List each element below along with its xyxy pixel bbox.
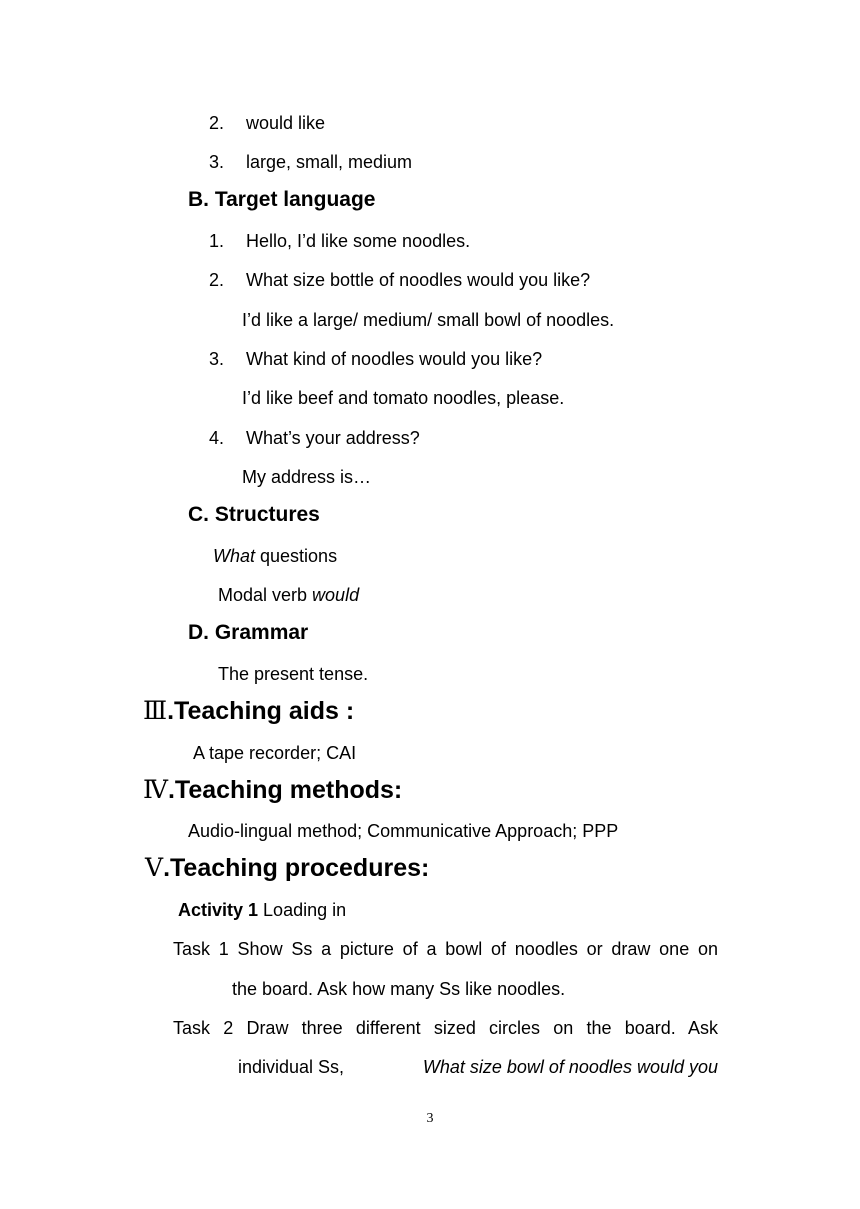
list-item: 3. What kind of noodles would you like? (209, 349, 543, 369)
section-heading-teaching-aids: Ⅲ.Teaching aids : (143, 696, 355, 725)
list-item: 3. large, small, medium (209, 152, 413, 172)
task2-line1: Task 2 Draw three different sized circles on the board. Ask (173, 1018, 718, 1038)
grammar-text: The present tense. (218, 664, 369, 684)
section-heading-target-language: B. Target language (188, 188, 376, 211)
list-item: 4. What’s your address? (209, 428, 420, 448)
section-heading-teaching-methods: Ⅳ.Teaching methods: (143, 775, 403, 804)
section-heading-teaching-procedures: Ⅴ.Teaching procedures: (145, 853, 430, 882)
list-item: 2. What size bottle of noodles would you like? (209, 270, 591, 290)
teaching-aids-text: A tape recorder; CAI (193, 743, 357, 763)
structure-line: Modal verb would (218, 585, 360, 605)
page-number: 3 (426, 1111, 434, 1126)
answer-line: My address is… (242, 467, 372, 487)
task1-line2: the board. Ask how many Ss like noodles. (232, 979, 566, 999)
list-item: 2. would like (209, 113, 326, 133)
activity-heading: Activity 1 Loading in (178, 900, 347, 920)
structure-line: What questions (213, 546, 338, 566)
task1-line1: Task 1 Show Ss a picture of a bowl of noodles or draw one on (173, 939, 718, 959)
answer-line: I’d like a large/ medium/ small bowl of noodles. (242, 310, 615, 330)
section-heading-structures: C. Structures (188, 503, 320, 526)
list-item: 1. Hello, I’d like some noodles. (209, 231, 471, 251)
answer-line: I’d like beef and tomato noodles, please. (242, 388, 565, 408)
task2-line2: individual Ss, What size bowl of noodles would you (238, 1057, 718, 1077)
section-heading-grammar: D. Grammar (188, 621, 309, 644)
teaching-methods-text: Audio-lingual method; Communicative Approach; PPP (188, 821, 619, 841)
